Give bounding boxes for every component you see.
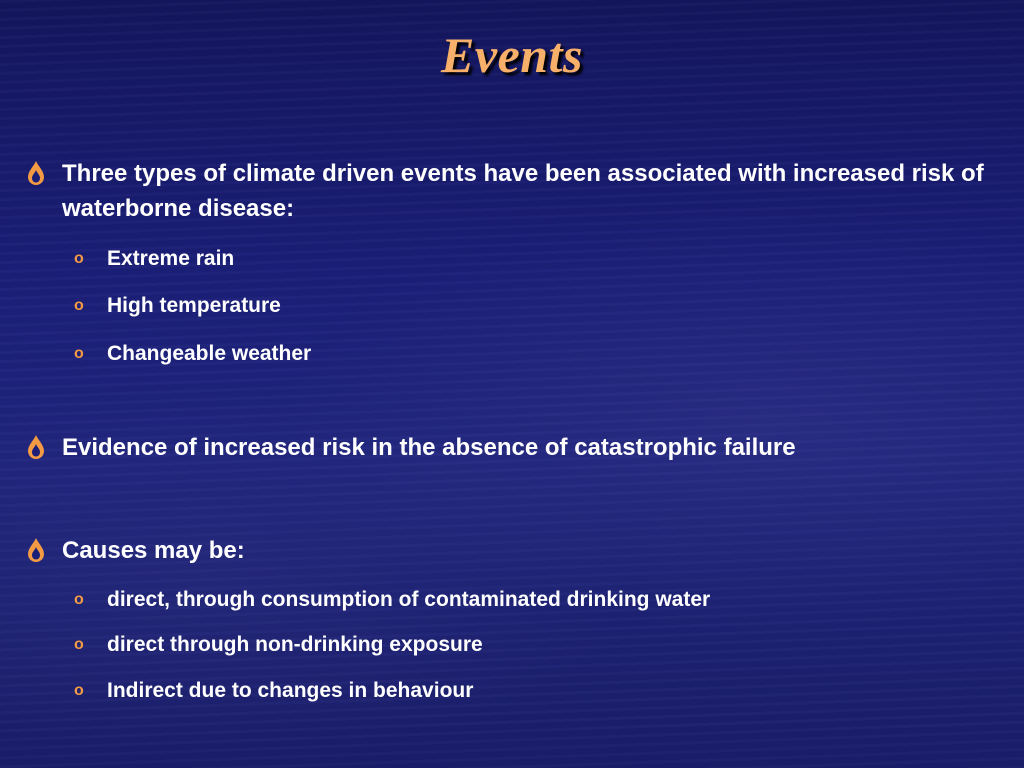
sub-bullet-item xyxy=(74,587,974,617)
sub-bullet-item xyxy=(74,678,974,708)
flame-drop-icon xyxy=(26,434,46,460)
sub-bullet-item xyxy=(74,341,974,371)
slide-title: Events xyxy=(441,27,583,83)
sub-bullet-item xyxy=(74,632,974,662)
sub-bullet-item xyxy=(74,293,974,323)
sub-bullet-text: Extreme rain xyxy=(107,247,235,270)
sub-bullet-text: direct, through consumption of contaminated drinking water xyxy=(107,588,711,611)
bullet-text: Causes may be: xyxy=(62,537,245,564)
sub-bullet-text: Changeable weather xyxy=(107,342,312,365)
bullet-item xyxy=(26,430,986,465)
sub-bullet-marker: o xyxy=(74,297,84,314)
sub-bullet-marker: o xyxy=(74,682,84,699)
flame-drop-icon xyxy=(26,537,46,563)
flame-drop-icon xyxy=(26,160,46,186)
bullet-text: Evidence of increased risk in the absence of catastrophic failure xyxy=(62,434,796,461)
bullet-text: Three types of climate driven events have been associated with increased risk of waterborne disease: xyxy=(62,160,984,222)
sub-bullet-marker: o xyxy=(74,345,84,362)
bullet-item xyxy=(26,533,986,568)
sub-bullet-text: direct through non-drinking exposure xyxy=(107,633,483,656)
bullet-item xyxy=(26,156,986,226)
sub-bullet-marker: o xyxy=(74,636,84,653)
sub-bullet-text: Indirect due to changes in behaviour xyxy=(107,679,474,702)
sub-bullet-item xyxy=(74,246,974,276)
sub-bullet-marker: o xyxy=(74,250,84,267)
sub-bullet-text: High temperature xyxy=(107,294,281,317)
sub-bullet-marker: o xyxy=(74,591,84,608)
